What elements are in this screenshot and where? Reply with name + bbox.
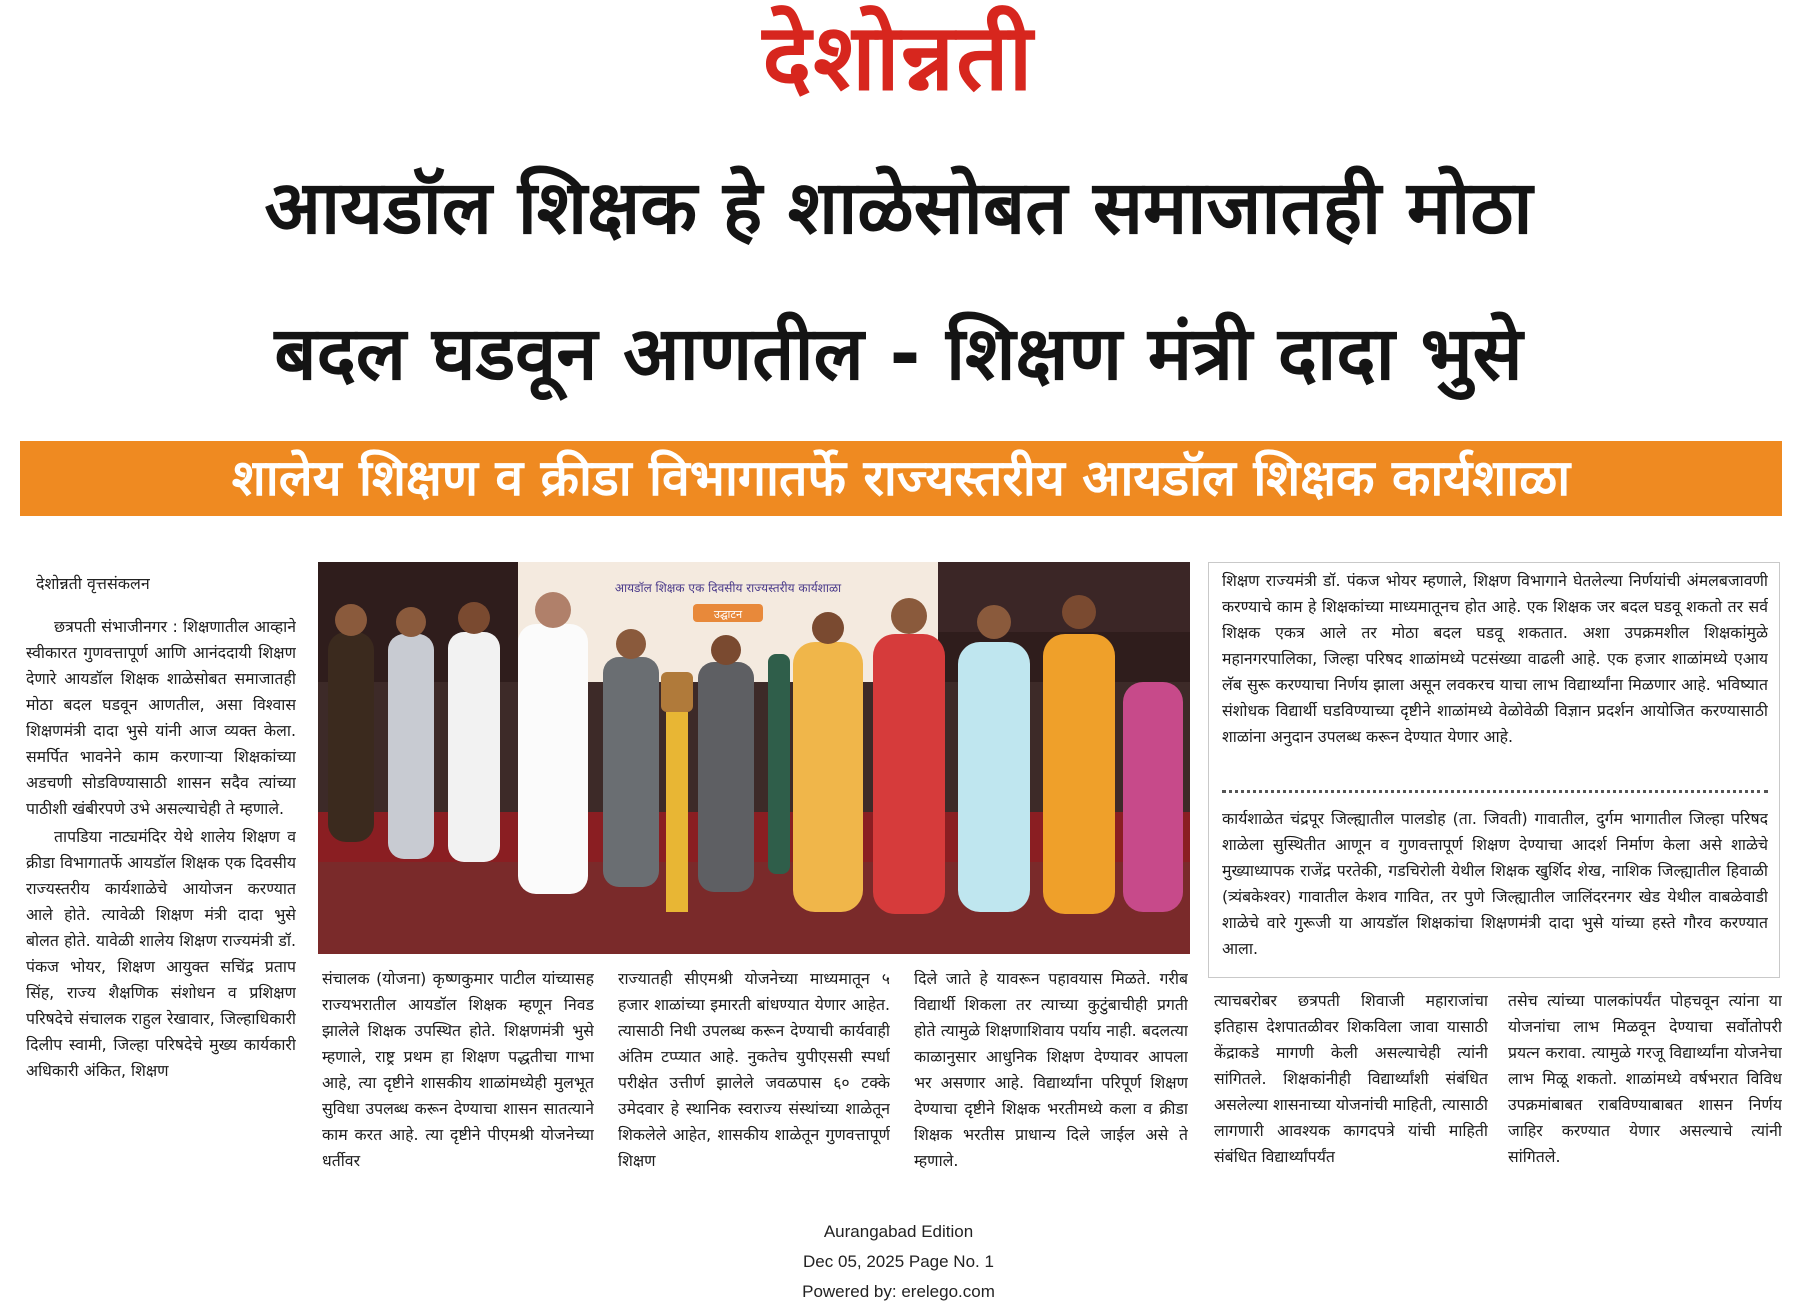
article-paragraph: तापडिया नाट्यमंदिर येथे शालेय शिक्षण व क्रीडा विभागातर्फे आयडॉल शिक्षक एक दिवसीय राज्यस्तरीय कार्यशाळेचे आयोजन करण्यात आले होते. त्यावेळी शिक्षण मंत्री दादा भुसे बोलत होते. यावेळी शालेय शिक्षण राज्यमंत्री डॉ. पंकज भोयर, शिक्षण आयुक्त सचिंद्र प्रताप सिंह, राज्य शैक्षणिक संशोधन व प्रशिक्षण परिषदेचे संचालक राहुल रेखावार, जिल्हाधिकारी दिलीप स्वामी, जिल्हा परिषदेचे मुख्य कार्यकारी अधिकारी अंकित, शिक्षण xyxy=(26,827,296,1080)
sidebar-box-paragraph-2: कार्यशाळेत चंद्रपूर जिल्ह्यातील पालडोह (ता. जिवती) गावातील, दुर्गम भागातील जिल्हा परिषद शाळेला सुस्थितीत आणून व गुणवत्तापूर्ण शिक्षण देण्याचा आदर्श निर्माण केला असे शाळेचे मुख्याध्यापक राजेंद्र परतेकी, गडचिरोली येथील शिक्षक खुर्शिद शेख, नाशिक जिल्ह्यातील हिवाळी (त्र्यंबकेश्वर) गावातील केशव गावित, तर पुणे जिल्ह्यातील जालिंदरनगर खेड येथील वाबळेवाडी शाळेचे वारे गुरूजी या आयडॉल शिक्षकांचा शिक्षणमंत्री दादा भुसे यांच्या हस्ते गौरव करण्यात आला. xyxy=(1222,809,1768,958)
headline-line-1: आयडॉल शिक्षक हे शाळेसोबत समाजातही मोठा xyxy=(264,165,1533,251)
masthead xyxy=(0,0,1797,120)
sidebar-box-paragraph-1: शिक्षण राज्यमंत्री डॉ. पंकज भोयर म्हणाले, शिक्षण विभागाने घेतलेल्या निर्णयांची अंमलबजावणी करण्याचे काम हे शिक्षकांच्या माध्यमातूनच होत आहे. एक शिक्षक जर बदल घडवू शकतो तर सर्व शिक्षक एकत्र आले तर मोठा बदल घडवू शकतात. अशा उपक्रमशील शिक्षकांमुळे महानगरपालिका, जिल्हा परिषद शाळांमध्ये पटसंख्या वाढली आहे. एक हजार शाळांमध्ये एआय लॅब सुरू करण्याचा निर्णय झाला असून लवकरच याचा लाभ विद्यार्थ्यांना मिळणार आहे. भविष्यात संशोधक विद्यार्थी घडविण्याच्या दृष्टीने शाळांमध्ये वेळोवेळी विज्ञान प्रदर्शन आयोजित करण्यासाठी शाळांना अनुदान उपलब्ध करून देण्यात येणार आहे. xyxy=(1222,571,1768,746)
article-column-2 xyxy=(322,966,594,1206)
article-column-3 xyxy=(618,966,890,1206)
article-paragraph: राज्यातही सीएमश्री योजनेच्या माध्यमातून ५ हजार शाळांच्या इमारती बांधण्यात येणार आहेत. त्यासाठी निधी उपलब्ध करून देण्याची कार्यवाही अंतिम टप्प्यात आहे. नुकतेच युपीएससी स्पर्धा परीक्षेत उत्तीर्ण झालेले जवळपास ६० टक्के उमेदवार हे स्थानिक स्वराज्य संस्थांच्या शाळेतून शिकलेले आहेत, शासकीय शाळेतून गुणवत्तापूर्ण शिक्षण xyxy=(618,969,890,1170)
article-column-5 xyxy=(1214,988,1488,1206)
event-photo-illustration xyxy=(318,562,1190,954)
dotted-divider xyxy=(1222,790,1768,793)
article-column-4 xyxy=(914,966,1188,1206)
article-paragraph: संचालक (योजना) कृष्णकुमार पाटील यांच्यासह राज्यभरातील आयडॉल शिक्षक म्हणून निवड झालेले शिक्षक उपस्थित होते. शिक्षणमंत्री भुसे म्हणाले, राष्ट्र प्रथम हा शिक्षण पद्धतीचा गाभा आहे, त्या दृष्टीने शासकीय शाळांमध्येही मुलभूत सुविधा उपलब्ध करून देण्याचा शासन सातत्याने काम करत आहे. त्या दृष्टीने पीएमश्री योजनेच्या धर्तीवर xyxy=(322,969,594,1170)
stage-banner-line-2: उद्घाटन xyxy=(713,608,743,621)
subheadline-banner: शालेय शिक्षण व क्रीडा विभागातर्फे राज्यस्तरीय आयडॉल शिक्षक कार्यशाळा xyxy=(20,441,1782,516)
footer-powered-by: Powered by: erelego.com xyxy=(802,1282,995,1301)
article-paragraph: दिले जाते हे यावरून पहावयास मिळते. गरीब विद्यार्थी शिकला तर त्याच्या कुटुंबाचीही प्रगती होते त्यामुळे शिक्षणाशिवाय पर्याय नाही. बदलत्या काळानुसार आधुनिक शिक्षण देण्यावर आपला भर असणार आहे. विद्यार्थ्यांना परिपूर्ण शिक्षण देण्याचा दृष्टीने शिक्षक भरतीमध्ये कला व क्रीडा शिक्षक भरतीस प्राधान्य दिले जाईल असे ते म्हणाले. xyxy=(914,969,1188,1170)
article-paragraph: त्याचबरोबर छत्रपती शिवाजी महाराजांचा इतिहास देशपातळीवर शिकविला जावा यासाठी केंद्राकडे मागणी केली असल्याचेही त्यांनी सांगितले. शिक्षकांनीही विद्यार्थ्यांशी संबंधित असलेल्या शासनाच्या योजनांची माहिती, त्यासाठी लागणारी आवश्यक कागदपत्रे यांची माहिती संबंधित विद्यार्थ्यांपर्यंत xyxy=(1214,991,1488,1166)
article-paragraph: तसेच त्यांच्या पालकांपर्यंत पोहचवून त्यांना या योजनांचा लाभ मिळवून देण्याचा सर्वोतोपरी प्रयत्न करावा. त्यामुळे गरजू विद्यार्थ्यांना योजनेचा लाभ मिळू शकतो. शाळांमध्ये वर्षभरात विविध उपक्रमांबाबत राबविण्याबाबत शासन निर्णय जाहिर करण्यात येणार असल्याचे त्यांनी सांगितले. xyxy=(1508,991,1782,1166)
byline: देशोन्नती वृत्तसंकलन xyxy=(36,574,150,593)
headline-line-2: बदल घडवून आणतील - शिक्षण मंत्री दादा भुसे xyxy=(274,311,1523,397)
masthead-title: देशोन्नती xyxy=(762,4,1035,111)
article-paragraph: छत्रपती संभाजीनगर : शिक्षणातील आव्हाने स्वीकारत गुणवत्तापूर्ण आणि आनंददायी शिक्षण देणारे आयडॉल शिक्षक शाळेसोबत समाजातही मोठा बदल घडवून आणतील, असा विश्वास शिक्षणमंत्री दादा भुसे यांनी आज व्यक्त केला. समर्पित भावनेने काम करणाऱ्या शिक्षकांच्या अडचणी सोडविण्यासाठी शासन सदैव त्यांच्या पाठीशी खंबीरपणे उभे असल्याचेही ते म्हणाले. xyxy=(26,617,296,818)
stage-banner-line-1: आयडॉल शिक्षक एक दिवसीय राज्यस्तरीय कार्यशाळा xyxy=(614,581,842,595)
article-column-6 xyxy=(1508,988,1782,1206)
event-photo xyxy=(318,562,1190,954)
footer-date-page: Dec 05, 2025 Page No. 1 xyxy=(803,1252,994,1271)
article-column-1 xyxy=(26,614,296,1204)
footer-edition: Aurangabad Edition xyxy=(823,1222,974,1241)
